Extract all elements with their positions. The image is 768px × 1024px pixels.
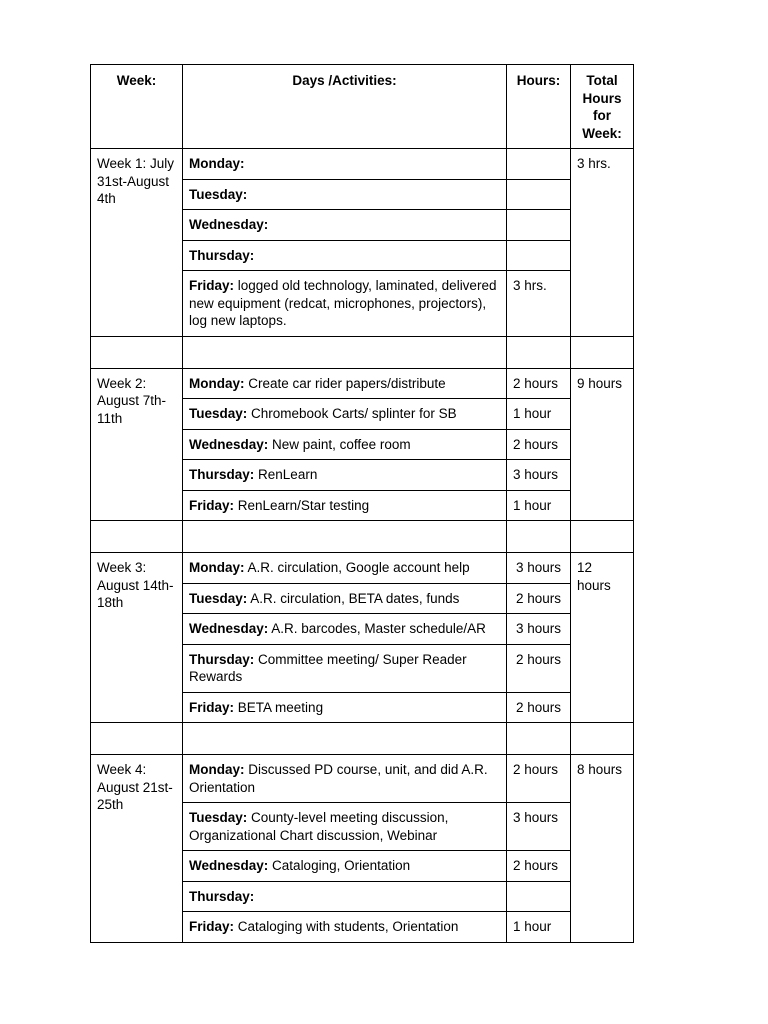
day-cell: [183, 803, 507, 851]
day-name: Thursday:: [189, 467, 255, 482]
day-cell: [183, 583, 507, 614]
day-name: Friday:: [189, 497, 235, 513]
week-total: 12 hours: [571, 553, 634, 723]
day-hours: 3 hrs.: [507, 271, 571, 337]
day-activity: BETA meeting: [237, 699, 324, 715]
table-row: [91, 755, 634, 803]
week-total: 3 hrs.: [571, 149, 634, 337]
day-name: Wednesday:: [189, 858, 269, 873]
day-hours: 3 hours: [507, 614, 571, 645]
day-cell: [183, 429, 507, 460]
spacer-row: [91, 521, 634, 553]
day-hours: 3 hours: [507, 553, 571, 584]
day-cell: [183, 460, 507, 491]
day-name: Thursday:: [189, 888, 255, 904]
day-hours: [507, 240, 571, 271]
day-hours: 2 hours: [507, 583, 571, 614]
header-total-hours: Total Hours for Week:: [571, 65, 634, 149]
day-hours: [507, 149, 571, 180]
week-total: 8 hours: [571, 755, 634, 943]
header-activities: Days /Activities:: [183, 65, 507, 149]
weekly-hours-table: [90, 64, 634, 943]
day-name: Monday:: [189, 762, 245, 777]
day-hours: 1 hour: [507, 912, 571, 943]
day-name: Thursday:: [189, 247, 255, 263]
day-name: Tuesday:: [189, 590, 248, 606]
day-hours: 2 hours: [507, 429, 571, 460]
day-hours: 2 hours: [507, 368, 571, 399]
day-cell: [183, 881, 507, 912]
day-cell: [183, 399, 507, 430]
day-hours: 2 hours: [507, 755, 571, 803]
day-activity: logged old technology, laminated, delivered new equipment (redcat, microphones, projectors), log new laptops.: [189, 278, 497, 328]
day-name: Friday:: [189, 278, 235, 293]
header-hours: Hours:: [507, 65, 571, 149]
day-cell: [183, 490, 507, 521]
day-name: Thursday:: [189, 651, 255, 667]
day-hours: 2 hours: [507, 851, 571, 882]
day-name: Tuesday:: [189, 186, 248, 202]
day-activity: RenLearn/Star testing: [237, 497, 370, 513]
day-activity: A.R. circulation, Google account help: [247, 560, 470, 575]
table-row: [91, 553, 634, 584]
day-hours: 1 hour: [507, 490, 571, 521]
week-total: 9 hours: [571, 368, 634, 521]
day-activity: Cataloging with students, Orientation: [237, 919, 459, 934]
day-name: Wednesday:: [189, 217, 269, 232]
header-week: Week:: [91, 65, 183, 149]
day-name: Monday:: [189, 375, 245, 391]
spacer-row: [91, 723, 634, 755]
week-label: Week 3: August 14th-18th: [91, 553, 183, 723]
day-cell: [183, 368, 507, 399]
day-cell: [183, 692, 507, 723]
day-name: Monday:: [189, 156, 245, 171]
day-hours: 1 hour: [507, 399, 571, 430]
day-cell: [183, 179, 507, 210]
day-activity: A.R. circulation, BETA dates, funds: [250, 590, 460, 606]
day-cell: [183, 644, 507, 692]
day-name: Friday:: [189, 699, 235, 715]
header-row: [91, 65, 634, 149]
day-activity: Create car rider papers/distribute: [248, 375, 446, 391]
day-cell: [183, 149, 507, 180]
day-hours: 2 hours: [507, 692, 571, 723]
day-cell: [183, 755, 507, 803]
day-name: Tuesday:: [189, 406, 248, 421]
day-cell: [183, 240, 507, 271]
day-hours: [507, 881, 571, 912]
day-name: Monday:: [189, 560, 245, 575]
day-hours: 3 hours: [507, 460, 571, 491]
day-name: Tuesday:: [189, 810, 248, 825]
day-activity: Committee meeting/ Super Reader Rewards: [189, 651, 467, 684]
day-hours: [507, 179, 571, 210]
week-label: Week 4: August 21st-25th: [91, 755, 183, 943]
day-hours: 2 hours: [507, 644, 571, 692]
day-activity: RenLearn: [258, 467, 318, 482]
day-hours: [507, 210, 571, 241]
week-label: Week 2: August 7th-11th: [91, 368, 183, 521]
day-cell: [183, 271, 507, 337]
day-cell: [183, 210, 507, 241]
spacer-row: [91, 336, 634, 368]
day-cell: [183, 614, 507, 645]
day-cell: [183, 553, 507, 584]
table-row: [91, 149, 634, 180]
day-cell: [183, 851, 507, 882]
day-activity: New paint, coffee room: [272, 436, 411, 452]
day-hours: 3 hours: [507, 803, 571, 851]
day-activity: Cataloging, Orientation: [272, 858, 411, 873]
day-name: Friday:: [189, 919, 235, 934]
day-activity: County-level meeting discussion, Organizational Chart discussion, Webinar: [189, 810, 449, 843]
day-activity: A.R. barcodes, Master schedule/AR: [271, 621, 486, 636]
week-label: Week 1: July 31st-August 4th: [91, 149, 183, 337]
day-activity: Chromebook Carts/ splinter for SB: [251, 406, 457, 421]
day-name: Wednesday:: [189, 621, 269, 636]
day-cell: [183, 912, 507, 943]
day-activity: Discussed PD course, unit, and did A.R. Orientation: [189, 762, 488, 795]
day-name: Wednesday:: [189, 436, 269, 452]
table-row: [91, 368, 634, 399]
